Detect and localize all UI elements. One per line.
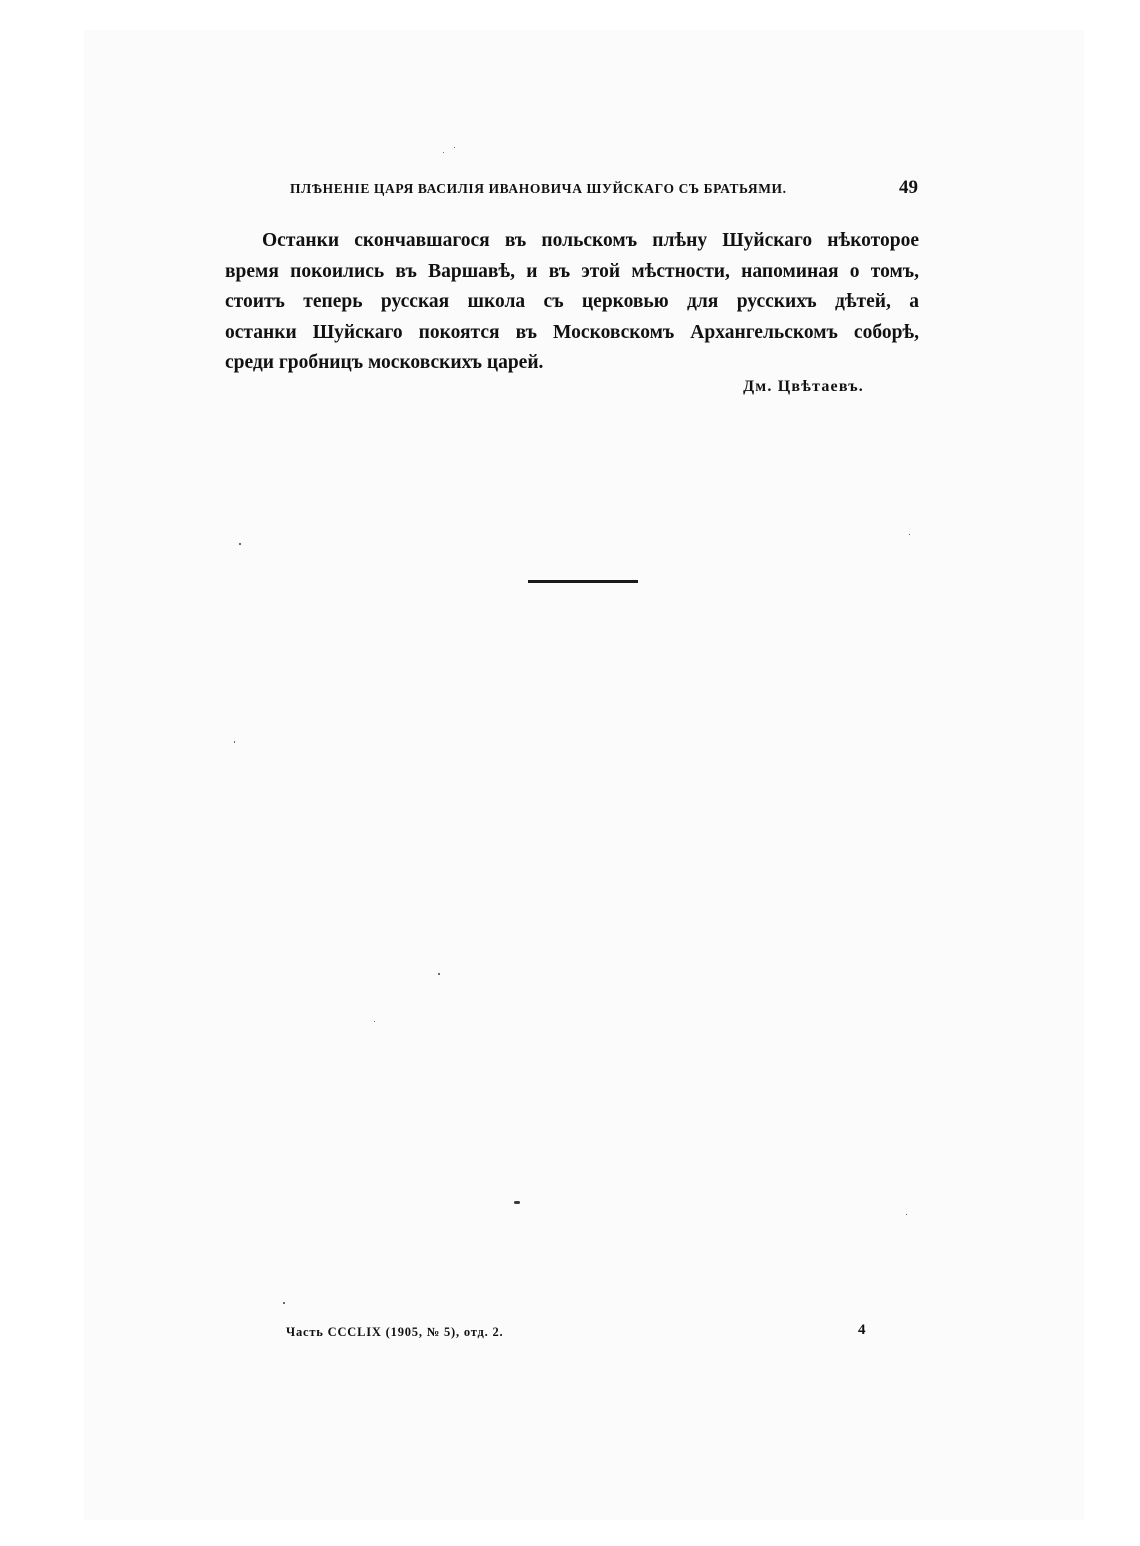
body-paragraph: [225, 226, 919, 379]
footer-sheet-number: 4: [858, 1322, 866, 1338]
page-number: 49: [899, 177, 918, 198]
scan-speck: [909, 534, 910, 535]
body-line: среди гробницъ московскихъ царей.: [225, 352, 544, 373]
scan-speck: [906, 1214, 907, 1215]
scan-speck: [234, 741, 235, 743]
running-header: [290, 177, 920, 203]
body-line: время покоились въ Варшавѣ, и въ этой мѣстности, напоминая о томъ,: [225, 260, 919, 282]
footer-part-info: Часть CCCLIX (1905, № 5), отд. 2.: [286, 1325, 504, 1339]
scan-speck: [514, 1201, 520, 1204]
scan-speck: [443, 152, 444, 153]
scan-speck: [438, 973, 440, 975]
scan-speck: [239, 543, 241, 545]
body-line: стоитъ теперь русская школа съ церковью для русскихъ дѣтей, а: [225, 291, 919, 312]
body-line: Останки скончавшагося въ польскомъ плѣну Шуйскаго нѣкоторое: [262, 230, 919, 251]
author-signature: Дм. Цвѣтаевъ.: [743, 378, 864, 395]
scan-speck: [283, 1302, 285, 1304]
body-line: останки Шуйскаго покоятся въ Московскомъ Архангельскомъ соборѣ,: [225, 321, 919, 343]
scan-speck: [374, 1021, 375, 1022]
section-end-rule: [528, 580, 638, 583]
running-title: ПЛѢНЕНІЕ ЦАРЯ ВАСИЛІЯ ИВАНОВИЧА ШУЙСКАГО СЪ БРАТЬЯМИ.: [290, 181, 787, 196]
scan-speck: [454, 147, 455, 148]
